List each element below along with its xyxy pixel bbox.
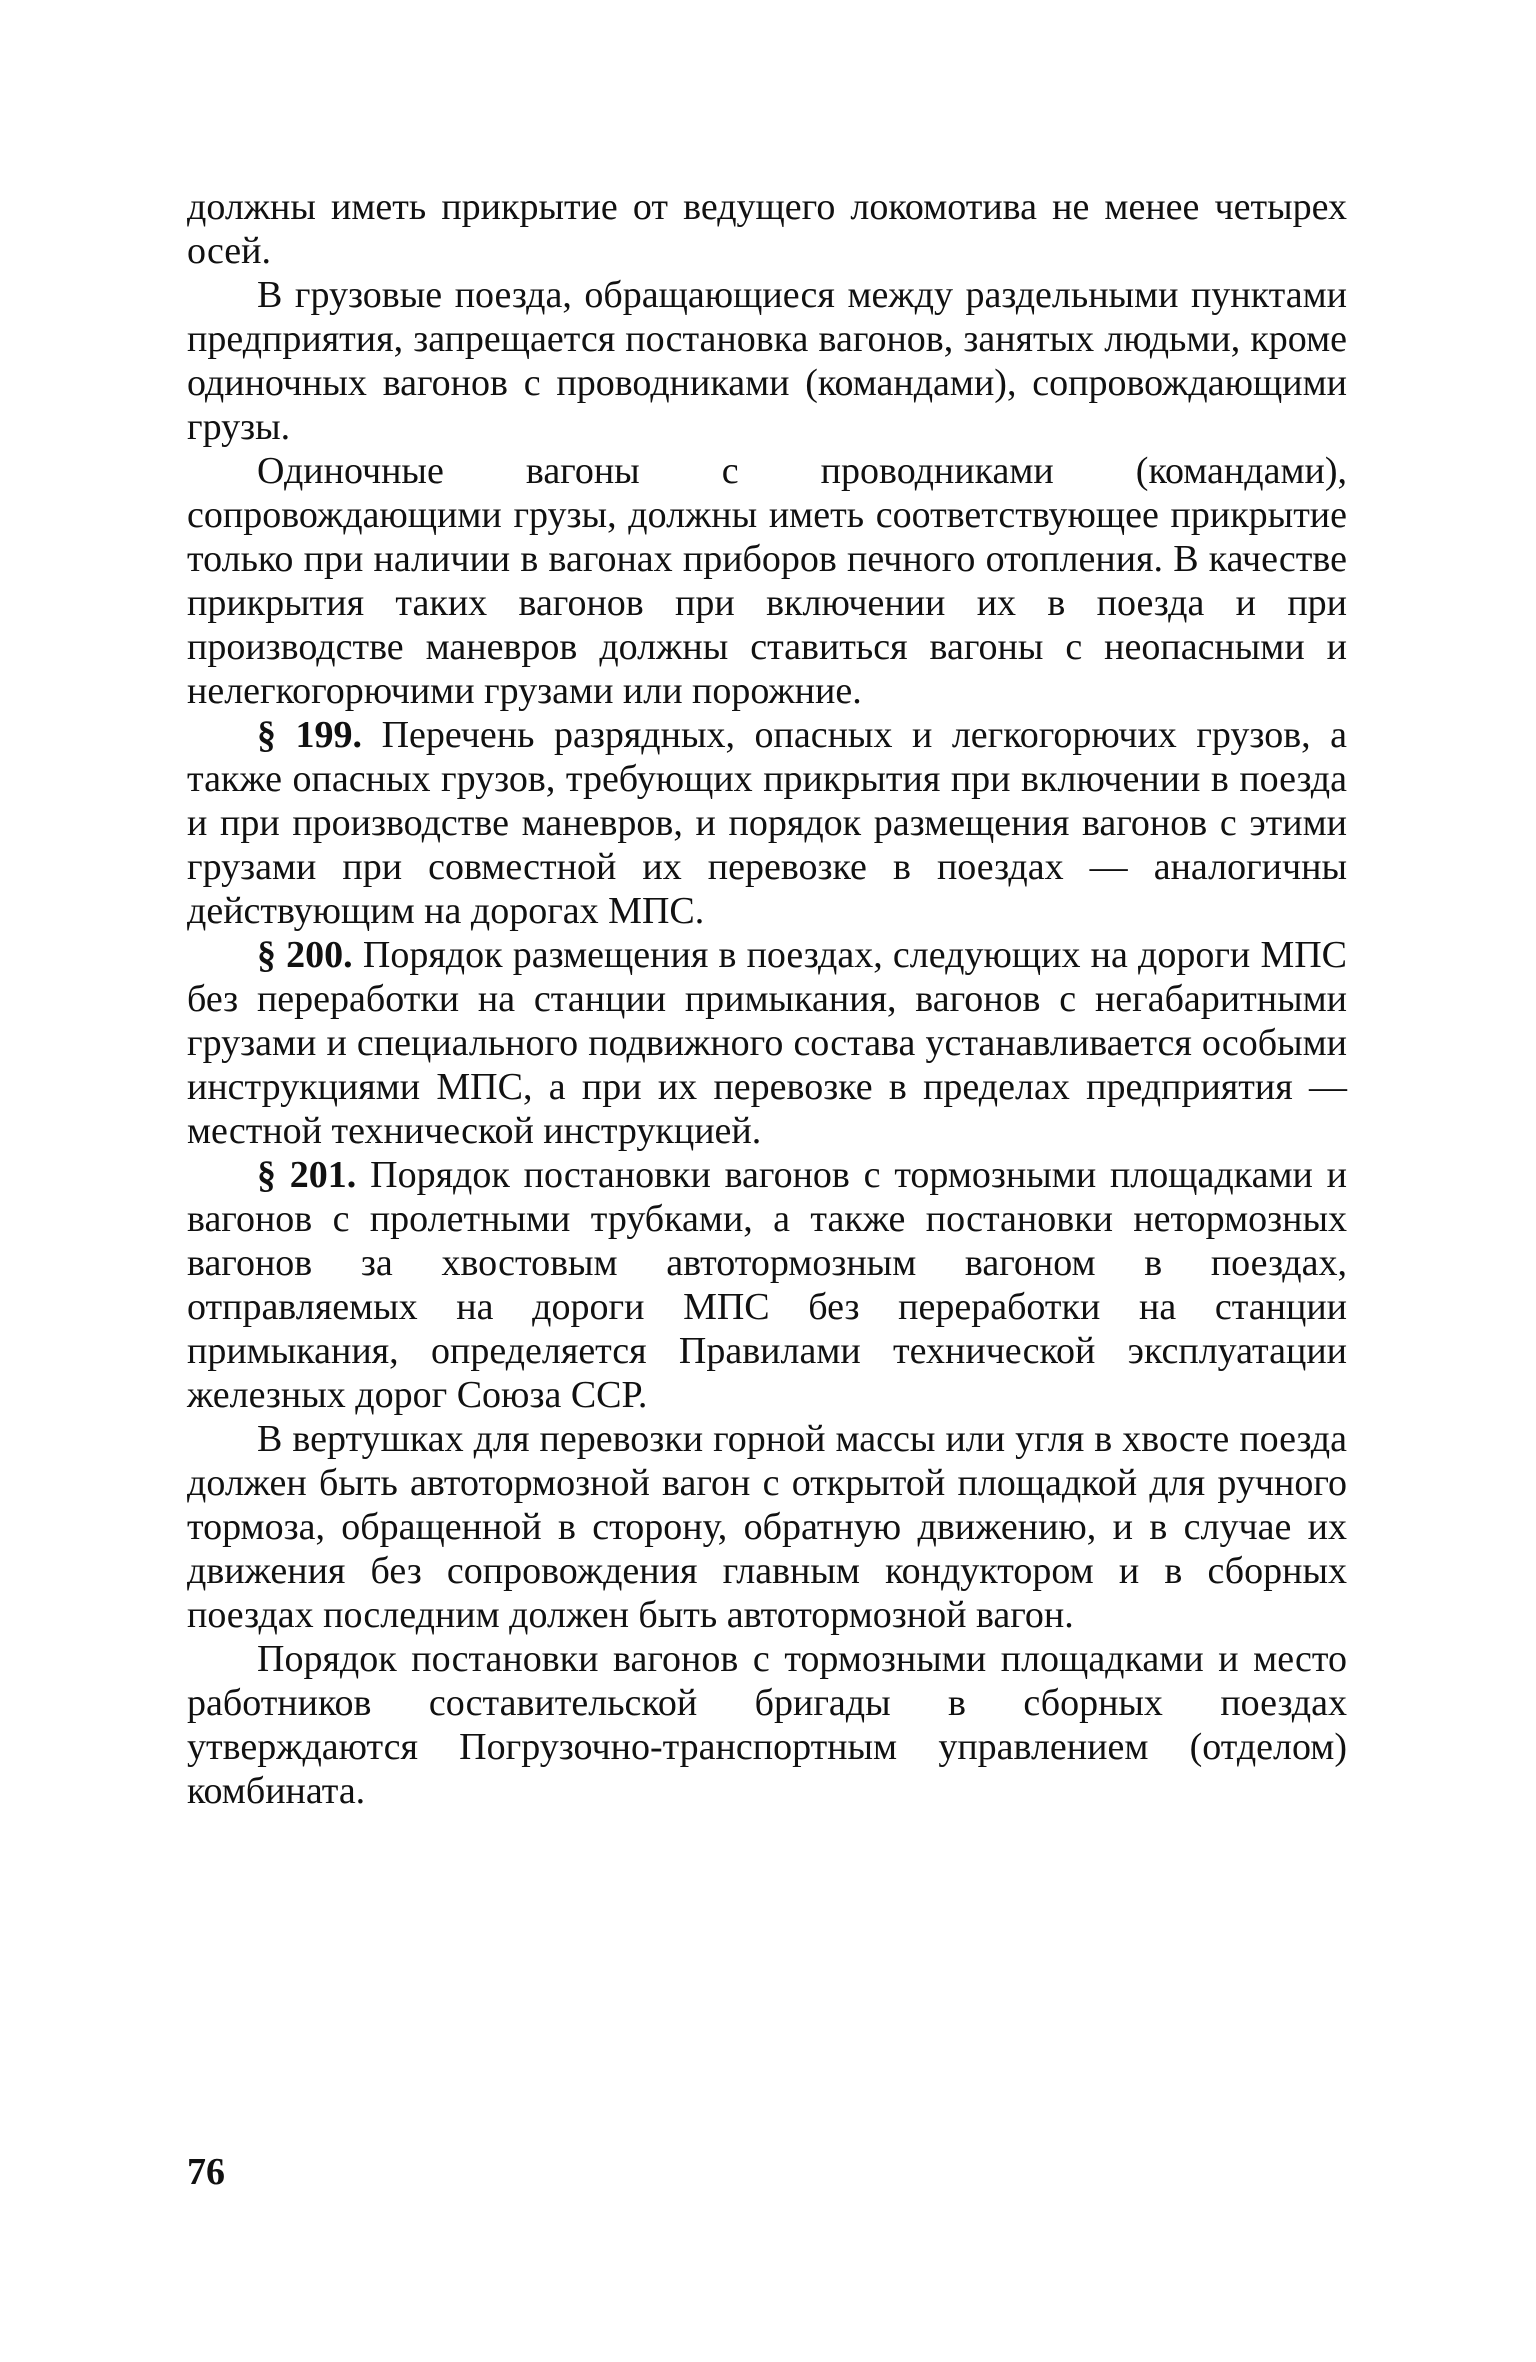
paragraph-text: Одиночные вагоны с проводниками (командами), сопровождающими грузы, должны иметь соответствующее прикрытие только при наличии в вагонах приборов печного отопления. В качестве прикрытия таких вагонов при включении их в поезда и при производстве маневров должны ставиться вагоны с неопасными и нелегкогорючими грузами или порожние. (187, 450, 1347, 712)
page-number: 76 (187, 2151, 225, 2193)
section-199 (187, 713, 1347, 933)
section-201 (187, 1153, 1347, 1417)
section-200 (187, 933, 1347, 1153)
paragraph-text: Порядок постановки вагонов с тормозными площадками и место работников составительской бригады в сборных поездах утверждаются Погрузочно-транспортным управлением (отделом) комбината. (187, 1638, 1347, 1812)
section-number: § 200. (257, 934, 353, 976)
paragraph-8 (187, 1637, 1347, 1813)
paragraph-text: В грузовые поезда, обращающиеся между раздельными пунктами предприятия, запрещается постановка вагонов, занятых людьми, кроме одиночных вагонов с проводниками (командами), сопровождающими грузы. (187, 274, 1347, 448)
paragraph-2 (187, 273, 1347, 449)
section-number: § 199. (257, 714, 363, 756)
page-text (187, 185, 1347, 1813)
paragraph-text: В вертушках для перевозки горной массы или угля в хвосте поезда должен быть автотормозной вагон с открытой площадкой для ручного тормоза, обращенной в сторону, обратную движению, и в случае их движения без сопровождения главным кондуктором и в сборных поездах последним должен быть автотормозной вагон. (187, 1418, 1347, 1636)
section-number: § 201. (257, 1154, 357, 1196)
paragraph-7 (187, 1417, 1347, 1637)
paragraph-3 (187, 449, 1347, 713)
paragraph-text: Перечень разрядных, опасных и легкогорючих грузов, а также опасных грузов, требующих прикрытия при включении в поезда и при производстве маневров, и порядок размещения вагонов с этими грузами при совместной их перевозке в поездах — аналогичны действующим на дорогах МПС. (187, 714, 1348, 932)
paragraph-text: Порядок постановки вагонов с тормозными площадками и вагонов с пролетными трубками, а также постановки нетормозных вагонов за хвостовым автотормозным вагоном в поездах, отправляемых на дороги МПС без переработки на станции примыкания, определяется Правилами технической эксплуатации железных дорог Союза ССР. (187, 1154, 1348, 1416)
paragraph-text: должны иметь прикрытие от ведущего локомотива не менее четырех осей. (187, 186, 1347, 272)
paragraph-text: Порядок размещения в поездах, следующих на дороги МПС без переработки на станции примыкания, вагонов с негабаритными грузами и специального подвижного состава устанавливается особыми инструкциями МПС, а при их перевозке в пределах предприятия — местной технической инструкцией. (187, 934, 1348, 1152)
paragraph-1 (187, 185, 1347, 273)
